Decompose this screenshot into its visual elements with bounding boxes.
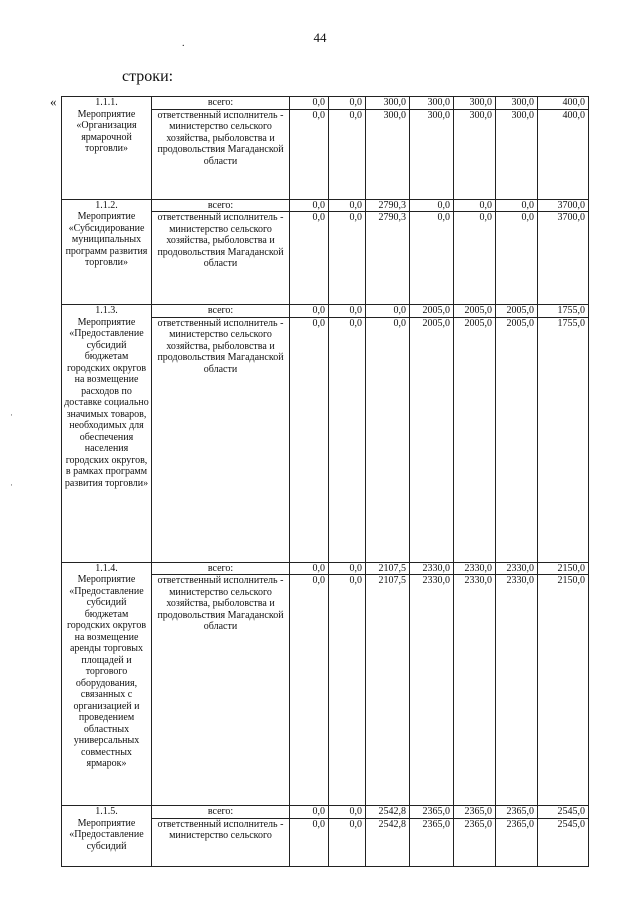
executor-value: 0,0 <box>290 109 329 199</box>
measure-code: 1.1.1. <box>95 97 118 108</box>
executor-value: 0,0 <box>496 212 538 305</box>
measure-name: Мероприятие «Организация ярмарочной торговли» <box>76 108 137 154</box>
executor-value: 2005,0 <box>410 317 454 562</box>
measure-name: Мероприятие «Субсидирование муниципальных программ развития торговли» <box>65 211 148 268</box>
executor-value: 2330,0 <box>410 575 454 806</box>
total-value: 0,0 <box>290 806 329 819</box>
measure-name: Мероприятие «Предоставление субсидий бюджетам городских округов на возмещение расходов по доставке социально значимых товаров, необходимых для обеспечения населения городских округов, в рамках программ развития торговли» <box>64 316 149 489</box>
measure-cell <box>62 305 152 563</box>
executor-value: 0,0 <box>329 212 366 305</box>
total-value: 300,0 <box>410 97 454 110</box>
executor-value: 0,0 <box>366 317 410 562</box>
total-value: 2330,0 <box>496 562 538 575</box>
executor-value: 2330,0 <box>496 575 538 806</box>
executor-value: 300,0 <box>410 109 454 199</box>
executor-value: 0,0 <box>329 818 366 866</box>
measure-name: Мероприятие «Предоставление субсидий <box>69 817 144 852</box>
executor-value: 2005,0 <box>454 317 496 562</box>
executor-value: 2542,8 <box>366 818 410 866</box>
total-value: 0,0 <box>329 97 366 110</box>
total-value: 2330,0 <box>454 562 496 575</box>
executor-value: 0,0 <box>290 212 329 305</box>
executor-value: 300,0 <box>454 109 496 199</box>
total-value: 300,0 <box>496 97 538 110</box>
executor-label: ответственный исполнитель - министерство сельского хозяйства, рыболовства и продовольствия Магаданской области <box>152 109 290 199</box>
executor-value: 2365,0 <box>454 818 496 866</box>
total-value: 2365,0 <box>410 806 454 819</box>
executor-value: 3700,0 <box>538 212 589 305</box>
total-value: 2107,5 <box>366 562 410 575</box>
total-value: 2365,0 <box>496 806 538 819</box>
total-value: 0,0 <box>329 562 366 575</box>
measure-cell <box>62 199 152 305</box>
total-value: 2330,0 <box>410 562 454 575</box>
total-value: 0,0 <box>290 97 329 110</box>
executor-label: ответственный исполнитель - министерство сельского хозяйства, рыболовства и продовольствия Магаданской области <box>152 212 290 305</box>
intro-text: строки: <box>122 68 174 85</box>
total-value: 2150,0 <box>538 562 589 575</box>
total-value: 2005,0 <box>410 305 454 318</box>
executor-label: ответственный исполнитель - министерство сельского хозяйства, рыболовства и продовольствия Магаданской области <box>152 317 290 562</box>
executor-value: 2790,3 <box>366 212 410 305</box>
total-value: 0,0 <box>290 562 329 575</box>
executor-value: 0,0 <box>329 575 366 806</box>
total-value: 0,0 <box>410 199 454 212</box>
executor-value: 0,0 <box>329 317 366 562</box>
total-value: 1755,0 <box>538 305 589 318</box>
table-row-total <box>62 806 589 819</box>
measure-code: 1.1.3. <box>95 305 118 316</box>
executor-value: 2150,0 <box>538 575 589 806</box>
executor-value: 300,0 <box>496 109 538 199</box>
opening-quote: « <box>50 94 57 109</box>
margin-mark: · <box>10 480 13 490</box>
measure-cell <box>62 97 152 200</box>
total-value: 2005,0 <box>454 305 496 318</box>
total-label: всего: <box>152 806 290 819</box>
total-value: 300,0 <box>454 97 496 110</box>
total-label: всего: <box>152 305 290 318</box>
executor-value: 0,0 <box>329 109 366 199</box>
measure-code: 1.1.4. <box>95 562 118 574</box>
total-value: 2790,3 <box>366 199 410 212</box>
executor-value: 0,0 <box>290 818 329 866</box>
executor-value: 2330,0 <box>454 575 496 806</box>
measure-code: 1.1.5. <box>95 806 118 817</box>
executor-value: 300,0 <box>366 109 410 199</box>
executor-value: 2545,0 <box>538 818 589 866</box>
table-row-total <box>62 562 589 575</box>
total-value: 2545,0 <box>538 806 589 819</box>
stray-dot: . <box>182 38 185 49</box>
margin-mark: · <box>10 410 13 420</box>
total-value: 0,0 <box>290 199 329 212</box>
measure-name: Мероприятие «Предоставление субсидий бюджетам городских округов на возмещение аренды торговых площадей и торгового оборудования, связанных с организацией и проведением областных универсальных совместных ярмарок» <box>66 574 147 769</box>
page-number: 44 <box>313 30 327 45</box>
total-value: 300,0 <box>366 97 410 110</box>
total-value: 3700,0 <box>538 199 589 212</box>
total-value: 2542,8 <box>366 806 410 819</box>
total-value: 0,0 <box>366 305 410 318</box>
table-row-total <box>62 199 589 212</box>
program-table <box>61 96 589 867</box>
executor-value: 0,0 <box>290 317 329 562</box>
executor-value: 0,0 <box>454 212 496 305</box>
measure-cell <box>62 562 152 806</box>
total-value: 2365,0 <box>454 806 496 819</box>
executor-value: 2365,0 <box>496 818 538 866</box>
total-label: всего: <box>152 199 290 212</box>
executor-value: 0,0 <box>290 575 329 806</box>
executor-value: 400,0 <box>538 109 589 199</box>
executor-value: 2005,0 <box>496 317 538 562</box>
total-label: всего: <box>152 562 290 575</box>
total-value: 0,0 <box>454 199 496 212</box>
executor-value: 1755,0 <box>538 317 589 562</box>
total-value: 0,0 <box>496 199 538 212</box>
executor-label: ответственный исполнитель - министерство сельского хозяйства, рыболовства и продовольствия Магаданской области <box>152 575 290 806</box>
executor-value: 2107,5 <box>366 575 410 806</box>
executor-label: ответственный исполнитель - министерство сельского <box>152 818 290 866</box>
table-row-total <box>62 97 589 110</box>
total-value: 0,0 <box>329 806 366 819</box>
measure-cell <box>62 806 152 867</box>
executor-value: 2365,0 <box>410 818 454 866</box>
total-value: 0,0 <box>290 305 329 318</box>
total-value: 0,0 <box>329 305 366 318</box>
total-label: всего: <box>152 97 290 110</box>
total-value: 0,0 <box>329 199 366 212</box>
measure-code: 1.1.2. <box>95 199 118 211</box>
executor-value: 0,0 <box>410 212 454 305</box>
table-row-total <box>62 305 589 318</box>
total-value: 2005,0 <box>496 305 538 318</box>
total-value: 400,0 <box>538 97 589 110</box>
